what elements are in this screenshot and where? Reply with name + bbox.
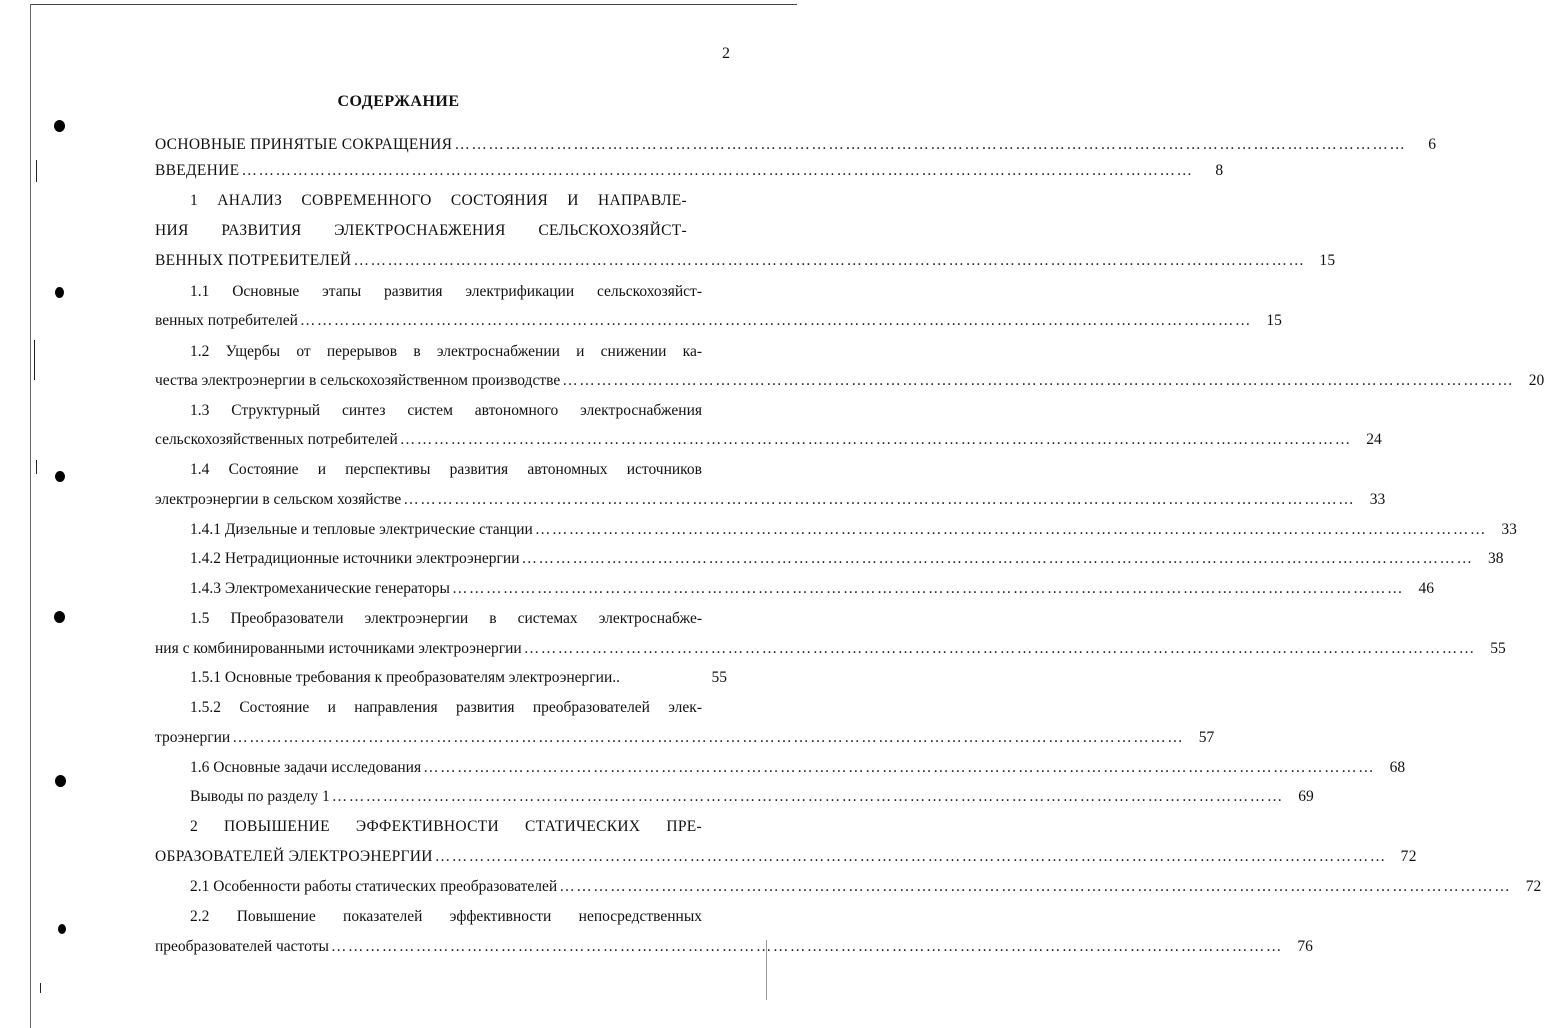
toc-section-1-5-line-1[interactable]: 1.5 Преобразователи электроэнергии в системах электроснабже-	[190, 610, 702, 627]
toc-section-1-2-line-2[interactable]	[155, 372, 1544, 390]
toc-page-number: 15	[1266, 312, 1282, 329]
dot-leader: ……………………………………………………………………………………………………………………………………………………	[454, 136, 1407, 153]
toc-page-number: 24	[1366, 431, 1382, 448]
page-title: СОДЕРЖАНИЕ	[337, 93, 460, 110]
dot-leader: ……………………………………………………………………………………………………………………………………………………	[399, 431, 1352, 448]
scan-artifact	[36, 460, 37, 474]
dot-leader: ……………………………………………………………………………………………………………………………………………………	[562, 372, 1515, 389]
toc-chapter-2-line-1[interactable]: 2 ПОВЫШЕНИЕ ЭФФЕКТИВНОСТИ СТАТИЧЕСКИХ ПРЕ-	[190, 818, 702, 835]
toc-section-1-5-2-line-1[interactable]: 1.5.2 Состояние и направления развития преобразователей элек-	[190, 699, 702, 716]
toc-section-1-4-line-2[interactable]	[155, 491, 1386, 509]
dot-leader: ……………………………………………………………………………………………………………………………………………………	[330, 938, 1283, 955]
toc-page-number: 20	[1528, 372, 1544, 389]
page-number: 2	[722, 45, 730, 62]
binder-hole-mark	[55, 775, 66, 787]
toc-entry-text: 2.1 Особенности работы статических преобразователей	[190, 878, 558, 895]
dot-leader: ……………………………………………………………………………………………………………………………………………………	[423, 759, 1376, 776]
toc-entry-introduction[interactable]	[155, 162, 1224, 180]
toc-section-1-5-1[interactable]	[190, 669, 727, 687]
dot-leader: ……………………………………………………………………………………………………………………………………………………	[434, 848, 1387, 865]
toc-section-1-3-line-2[interactable]	[155, 431, 1382, 449]
toc-entry-text: троэнергии	[155, 729, 231, 746]
toc-entry-text: сельскохозяйственных потребителей	[155, 431, 398, 448]
toc-entry-text: 1.5.1 Основные требования к преобразователям электроэнергии..	[190, 669, 621, 686]
toc-entry-text: Выводы по разделу 1	[190, 788, 330, 805]
toc-section-2-2-line-1[interactable]: 2.2 Повышение показателей эффективности непосредственных	[190, 908, 702, 925]
dot-leader: ……………………………………………………………………………………………………………………………………………………	[523, 640, 1476, 657]
toc-section-2-2-line-2[interactable]	[155, 938, 1313, 956]
toc-page-number: 15	[1319, 252, 1336, 269]
toc-section-1-3-line-1[interactable]: 1.3 Структурный синтез систем автономного электроснабжения	[190, 402, 702, 419]
toc-page-number: 68	[1389, 759, 1406, 776]
toc-page-number: 55	[1490, 640, 1506, 657]
toc-page-number: 33	[1369, 491, 1386, 508]
toc-page-number: 38	[1488, 550, 1504, 567]
toc-entry-text: венных потребителей	[155, 312, 298, 329]
dot-leader: ……………………………………………………………………………………………………………………………………………………	[331, 788, 1284, 805]
toc-chapter-2-line-2[interactable]	[155, 848, 1417, 866]
toc-conclusions-1[interactable]	[190, 788, 1314, 806]
dot-leader: ……………………………………………………………………………………………………………………………………………………	[521, 550, 1474, 567]
binder-hole-mark	[55, 287, 64, 298]
toc-section-2-1[interactable]	[190, 878, 1542, 896]
binder-hole-mark	[54, 611, 65, 623]
toc-page-number: 57	[1198, 729, 1215, 746]
toc-chapter-1-line-3[interactable]	[155, 252, 1336, 270]
toc-entry-text: ВВЕДЕНИЕ	[155, 162, 240, 179]
toc-section-1-4-1[interactable]	[190, 521, 1517, 539]
toc-entry-text: 1.4.3 Электромеханические генераторы	[190, 580, 450, 597]
toc-entry-abbreviations[interactable]	[155, 136, 1437, 154]
toc-entry-text: электроэнергии в сельском хозяйстве	[155, 491, 402, 508]
scan-artifact	[34, 340, 35, 380]
toc-section-1-5-line-2[interactable]	[155, 640, 1506, 658]
toc-entry-text: ОСНОВНЫЕ ПРИНЯТЫЕ СОКРАЩЕНИЯ	[155, 136, 453, 153]
toc-page-number: 55	[711, 669, 727, 686]
toc-section-1-2-line-1[interactable]: 1.2 Ущербы от перерывов в электроснабжении и снижении ка-	[190, 343, 702, 360]
toc-entry-text: ния с комбинированными источниками электроэнергии	[155, 640, 522, 657]
toc-section-1-4-line-1[interactable]: 1.4 Состояние и перспективы развития автономных источников	[190, 461, 702, 478]
toc-section-1-4-3[interactable]	[190, 580, 1434, 598]
toc-entry-text: преобразователей частоты	[155, 938, 329, 955]
scan-edge-left	[30, 4, 31, 1028]
toc-chapter-1-line-1[interactable]: 1 АНАЛИЗ СОВРЕМЕННОГО СОСТОЯНИЯ И НАПРАВЛЕ-	[190, 192, 687, 209]
binder-hole-mark	[58, 924, 66, 934]
toc-section-1-1-line-2[interactable]	[155, 312, 1282, 330]
dot-leader: ……………………………………………………………………………………………………………………………………………………	[241, 162, 1194, 179]
toc-page-number: 46	[1418, 580, 1434, 597]
toc-entry-text: 1.6 Основные задачи исследования	[190, 759, 422, 776]
toc-entry-text: ОБРАЗОВАТЕЛЕЙ ЭЛЕКТРОЭНЕРГИИ	[155, 848, 433, 865]
binder-hole-mark	[55, 471, 65, 482]
toc-entry-text: чества электроэнергии в сельскохозяйственном производстве	[155, 372, 561, 389]
dot-leader: ……………………………………………………………………………………………………………………………………………………	[403, 491, 1356, 508]
toc-page-number: 72	[1525, 878, 1542, 895]
toc-page-number: 6	[1428, 136, 1437, 153]
toc-page-number: 33	[1501, 521, 1517, 538]
scan-artifact	[40, 983, 41, 993]
dot-leader: ……………………………………………………………………………………………………………………………………………………	[353, 252, 1306, 269]
toc-entry-text: 1.4.1 Дизельные и тепловые электрические станции	[190, 521, 533, 538]
dot-leader: ……………………………………………………………………………………………………………………………………………………	[232, 729, 1185, 746]
toc-page-number: 76	[1297, 938, 1313, 955]
toc-section-1-6[interactable]	[190, 759, 1406, 777]
binder-hole-mark	[54, 120, 65, 132]
toc-page-number: 8	[1215, 162, 1224, 179]
toc-page-number: 72	[1400, 848, 1417, 865]
toc-entry-text: ВЕННЫХ ПОТРЕБИТЕЛЕЙ	[155, 252, 352, 269]
toc-entry-text: 1.4.2 Нетрадиционные источники электроэнергии	[190, 550, 520, 567]
toc-chapter-1-line-2[interactable]: НИЯ РАЗВИТИЯ ЭЛЕКТРОСНАБЖЕНИЯ СЕЛЬСКОХОЗЯЙСТ-	[155, 222, 687, 239]
toc-page-number: 69	[1298, 788, 1314, 805]
toc-section-1-4-2[interactable]	[190, 550, 1504, 568]
dot-leader: ……………………………………………………………………………………………………………………………………………………	[534, 521, 1487, 538]
scan-edge-top	[30, 4, 797, 5]
dot-leader: ……………………………………………………………………………………………………………………………………………………	[559, 878, 1512, 895]
dot-leader: ……………………………………………………………………………………………………………………………………………………	[299, 312, 1252, 329]
toc-section-1-5-2-line-2[interactable]	[155, 729, 1215, 747]
scan-artifact	[36, 160, 37, 182]
dot-leader: ……………………………………………………………………………………………………………………………………………………	[451, 580, 1404, 597]
toc-section-1-1-line-1[interactable]: 1.1 Основные этапы развития электрификации сельскохозяйст-	[190, 283, 702, 300]
